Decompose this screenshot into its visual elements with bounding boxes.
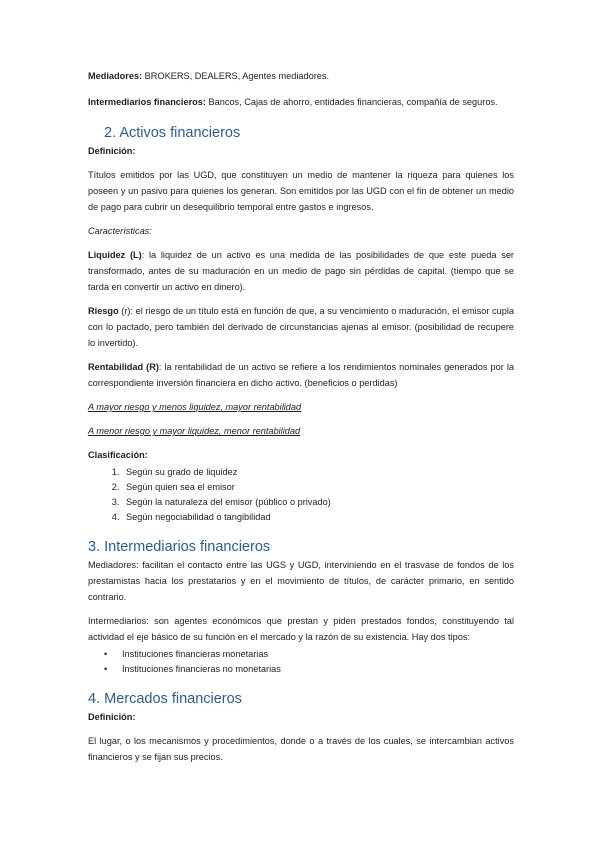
list-item: 2. Según quien sea el emisor — [122, 480, 514, 495]
intermediarios-line — [88, 94, 514, 110]
intermediarios-paragraph: Intermediarios: son agentes económicos que prestan y piden prestados fondos, constituyendo tal actividad el eje básico de su función en el mercado y la razón de su existencia. Hay dos tipos: — [88, 616, 514, 642]
list-item-text: Instituciones financieras monetarias — [122, 649, 269, 659]
liquidez-paragraph — [88, 247, 514, 295]
definicion-label-text: Definición: — [88, 146, 136, 156]
section-heading-activos: 2. Activos financieros — [104, 125, 241, 141]
rule-menor-riesgo: A menor riesgo y mayor liquidez, menor rentabilidad — [88, 426, 301, 436]
rentabilidad-text: : la rentabilidad de un activo se refiere a los rendimientos nominales generados por la correspondiente inversión financiera en dicho activo. (beneficios o perdidas) — [88, 362, 514, 388]
riesgo-paragraph — [88, 303, 514, 351]
list-item — [88, 662, 514, 677]
list-item: 1. Según su grado de liquidez — [122, 465, 514, 480]
definicion-label — [88, 709, 514, 725]
riesgo-label: Riesgo — [88, 306, 119, 316]
section-heading-mercados: 4. Mercados financieros — [88, 691, 242, 707]
bullet-icon: • — [104, 664, 108, 674]
document-page — [88, 68, 514, 765]
intermediarios-label: Intermediarios financieros: — [88, 97, 206, 107]
list-item-text: Instituciones financieras no monetarias — [122, 664, 281, 674]
section-heading-intermediarios: 3. Intermediarios financieros — [88, 539, 271, 555]
mercados-definicion-paragraph: El lugar, o los mecanismos y procedimientos, donde o a través de los cuales, se intercambian activos financieros y se fijan sus precios. — [88, 736, 514, 762]
liquidez-text: : la liquidez de un activo es una medida de las posibilidades de que este pueda ser transformado, antes de su maduración en un medio de pago sin pérdidas de capital. (tiempo que se tarda en convertir un activo en dinero). — [88, 250, 514, 292]
rentabilidad-label: Rentabilidad (R) — [88, 362, 159, 372]
riesgo-text: (r): el riesgo de un título está en función de que, a su vencimiento o maduración, el emisor cupla con lo pactado, pero también del derivado de circunstancias ajenas al emisor. (posibilidad de recupere lo invertido). — [88, 306, 514, 348]
mediadores-text: BROKERS, DEALERS, Agentes mediadores. — [142, 71, 330, 81]
list-item — [88, 647, 514, 662]
rule-mayor-riesgo: A mayor riesgo y menos liquidez, mayor rentabilidad — [88, 402, 302, 412]
definicion-label — [88, 143, 514, 159]
intermediarios-text: Bancos, Cajas de ahorro, entidades financieras, compañía de seguros. — [205, 97, 498, 107]
mediadores-line — [88, 68, 514, 84]
mediadores-paragraph: Mediadores: facilitan el contacto entre las UGS y UGD, interviniendo en el trasvase de fondos de los prestamistas hacia los prestatarios y en el movimiento de títulos, de carácter primario, en sentido contrario. — [88, 560, 514, 602]
definicion-paragraph: Títulos emitidos por las UGD, que constituyen un medio de mantener la riqueza para quienes los poseen y un pasivo para quienes los generan. Son emitidos por las UGD con el fin de obtener un medio de pago para cubrir un desequilibrio temporal entre gastos e ingresos. — [88, 170, 514, 212]
caracteristicas-label: Características: — [88, 226, 152, 236]
clasificacion-label-text: Clasificación: — [88, 450, 148, 460]
bullet-icon: • — [104, 649, 108, 659]
list-item: 3. Según la naturaleza del emisor (público o privado) — [122, 495, 514, 510]
clasificacion-label — [88, 447, 514, 463]
clasificacion-list — [88, 465, 514, 525]
rentabilidad-paragraph — [88, 359, 514, 391]
list-item: 4. Según negociabilidad o tangibilidad — [122, 510, 514, 525]
liquidez-label: Liquidez (L) — [88, 250, 142, 260]
mediadores-label: Mediadores: — [88, 71, 143, 81]
tipos-list — [88, 647, 514, 677]
definicion-label-text: Definición: — [88, 712, 136, 722]
